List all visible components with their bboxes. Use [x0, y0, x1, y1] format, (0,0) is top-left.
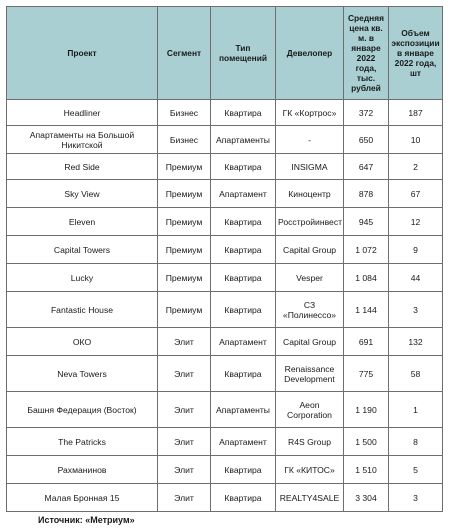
cell-segment: Премиум: [158, 236, 211, 264]
cell-volume: 3: [389, 484, 443, 512]
cell-developer: ГК «КИТОС»: [276, 456, 344, 484]
cell-price: 1 500: [344, 428, 389, 456]
cell-segment: Элит: [158, 328, 211, 356]
cell-volume: 132: [389, 328, 443, 356]
cell-price: 1 084: [344, 264, 389, 292]
cell-project: Red Side: [7, 154, 158, 180]
cell-price: 3 304: [344, 484, 389, 512]
cell-segment: Бизнес: [158, 126, 211, 154]
table-row: [7, 264, 443, 292]
cell-volume: 12: [389, 208, 443, 236]
cell-project: ОКО: [7, 328, 158, 356]
cell-type: Апартамент: [211, 328, 276, 356]
cell-segment: Элит: [158, 428, 211, 456]
cell-type: Квартира: [211, 264, 276, 292]
cell-project: Малая Бронная 15: [7, 484, 158, 512]
header-avg-price: Средняя цена кв. м. в январе 2022 года, тыс. рублей: [344, 7, 389, 100]
table-row: [7, 456, 443, 484]
cell-type: Квартира: [211, 292, 276, 328]
cell-developer: REALTY4SALE: [276, 484, 344, 512]
cell-volume: 3: [389, 292, 443, 328]
cell-segment: Элит: [158, 392, 211, 428]
cell-volume: 8: [389, 428, 443, 456]
cell-price: 1 144: [344, 292, 389, 328]
cell-segment: Премиум: [158, 180, 211, 208]
cell-project: Апартаменты на Большой Никитской: [7, 126, 158, 154]
cell-price: 1 190: [344, 392, 389, 428]
cell-volume: 1: [389, 392, 443, 428]
table-row: [7, 484, 443, 512]
cell-developer: Capital Group: [276, 236, 344, 264]
cell-price: 1 072: [344, 236, 389, 264]
cell-project: The Patricks: [7, 428, 158, 456]
cell-price: 691: [344, 328, 389, 356]
cell-developer: Росстройинвест: [276, 208, 344, 236]
cell-project: Sky View: [7, 180, 158, 208]
cell-developer: Vesper: [276, 264, 344, 292]
cell-type: Квартира: [211, 100, 276, 126]
table-row: [7, 428, 443, 456]
table-row: [7, 154, 443, 180]
cell-developer: Aeon Corporation: [276, 392, 344, 428]
cell-price: 775: [344, 356, 389, 392]
cell-project: Capital Towers: [7, 236, 158, 264]
table-row: [7, 126, 443, 154]
table-row: [7, 328, 443, 356]
cell-volume: 67: [389, 180, 443, 208]
cell-type: Апартаменты: [211, 392, 276, 428]
cell-segment: Премиум: [158, 264, 211, 292]
table-row: [7, 292, 443, 328]
cell-volume: 9: [389, 236, 443, 264]
cell-type: Квартира: [211, 484, 276, 512]
cell-project: Рахманинов: [7, 456, 158, 484]
cell-segment: Элит: [158, 456, 211, 484]
header-exposure-volume: Объем экспозиции в январе 2022 года, шт: [389, 7, 443, 100]
header-project: Проект: [7, 7, 158, 100]
cell-price: 650: [344, 126, 389, 154]
header-premises-type: Тип помещений: [211, 7, 276, 100]
cell-developer: Renaissance Development: [276, 356, 344, 392]
cell-developer: Capital Group: [276, 328, 344, 356]
cell-segment: Элит: [158, 484, 211, 512]
cell-type: Квартира: [211, 236, 276, 264]
cell-segment: Премиум: [158, 292, 211, 328]
cell-segment: Премиум: [158, 154, 211, 180]
cell-price: 1 510: [344, 456, 389, 484]
cell-volume: 5: [389, 456, 443, 484]
source-note: Источник: «Метриум»: [38, 515, 135, 525]
table-row: [7, 392, 443, 428]
cell-volume: 187: [389, 100, 443, 126]
projects-table: [6, 6, 443, 512]
cell-developer: СЗ «Полинессо»: [276, 292, 344, 328]
table-row: [7, 208, 443, 236]
cell-project: Eleven: [7, 208, 158, 236]
cell-volume: 2: [389, 154, 443, 180]
table-header-row: [7, 7, 443, 100]
cell-volume: 58: [389, 356, 443, 392]
cell-type: Квартира: [211, 456, 276, 484]
cell-volume: 10: [389, 126, 443, 154]
table-row: [7, 236, 443, 264]
cell-price: 647: [344, 154, 389, 180]
cell-price: 372: [344, 100, 389, 126]
cell-type: Апартаменты: [211, 126, 276, 154]
table-row: [7, 100, 443, 126]
cell-project: Fantastic House: [7, 292, 158, 328]
cell-developer: Киноцентр: [276, 180, 344, 208]
cell-project: Башня Федерация (Восток): [7, 392, 158, 428]
cell-type: Апартамент: [211, 428, 276, 456]
cell-segment: Бизнес: [158, 100, 211, 126]
cell-developer: -: [276, 126, 344, 154]
header-segment: Сегмент: [158, 7, 211, 100]
cell-project: Headliner: [7, 100, 158, 126]
header-developer: Девелопер: [276, 7, 344, 100]
cell-price: 878: [344, 180, 389, 208]
cell-developer: R4S Group: [276, 428, 344, 456]
cell-type: Квартира: [211, 208, 276, 236]
cell-project: Neva Towers: [7, 356, 158, 392]
cell-segment: Премиум: [158, 208, 211, 236]
cell-price: 945: [344, 208, 389, 236]
cell-segment: Элит: [158, 356, 211, 392]
cell-type: Апартамент: [211, 180, 276, 208]
cell-type: Квартира: [211, 154, 276, 180]
cell-developer: INSIGMA: [276, 154, 344, 180]
table-row: [7, 356, 443, 392]
table-row: [7, 180, 443, 208]
cell-project: Lucky: [7, 264, 158, 292]
cell-volume: 44: [389, 264, 443, 292]
cell-developer: ГК «Кортрос»: [276, 100, 344, 126]
cell-type: Квартира: [211, 356, 276, 392]
